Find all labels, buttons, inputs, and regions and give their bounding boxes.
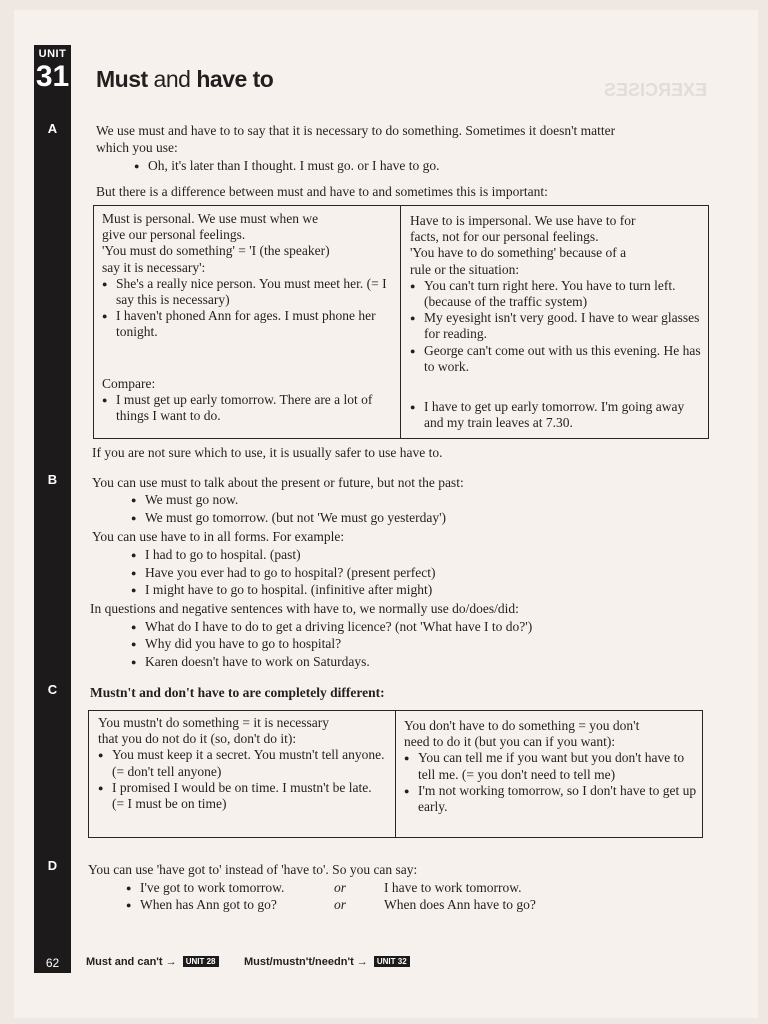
- section-letter-b: B: [47, 472, 58, 487]
- a-left-line: 'You must do something' = 'I (the speaker): [102, 243, 330, 259]
- a-right-line: Have to is impersonal. We use have to for: [410, 213, 636, 228]
- unit-tag: UNIT 28: [183, 956, 219, 967]
- c-box-left: [98, 715, 386, 812]
- a-compare-left: [102, 376, 392, 425]
- footer-link-label: Must and can't: [86, 956, 163, 968]
- title-and: and: [147, 66, 197, 92]
- c-right-line: need to do it (but you can if you want):: [404, 734, 616, 750]
- d-example-a: ● I've got to work tomorrow.: [140, 879, 284, 896]
- section-letter-d: D: [47, 858, 58, 873]
- footer-link-label: Must/mustn't/needn't: [244, 956, 354, 968]
- a-note: If you are not sure which to use, it is usually safer to use have to.: [92, 445, 443, 460]
- a-compare-left-bullet: ● I must get up early tomorrow. There are a lot of things I want to do.: [102, 392, 392, 424]
- page-title: [96, 66, 273, 93]
- d-example-a: ● When has Ann got to go?: [140, 896, 277, 913]
- a-left-bullet: ● I haven't phoned Ann for ages. I must phone her tonight.: [102, 308, 398, 340]
- b-example: ● Karen doesn't have to work on Saturdays.: [145, 653, 370, 670]
- c-left-line: You mustn't do something = it is necessary: [98, 715, 330, 730]
- c-right-bullet: ● I'm not working tomorrow, so I don't have to get up early.: [404, 783, 698, 815]
- a-box-left: [102, 211, 398, 341]
- c-box-right: [404, 718, 698, 815]
- d-or: or: [334, 897, 347, 912]
- a-right-bullet: ● My eyesight isn't very good. I have to wear glasses for reading.: [410, 310, 702, 342]
- c-right-bullet: ● You can tell me if you want but you don't have to tell me. (= you don't need to tell me): [404, 750, 698, 782]
- b-example: ● I had to go to hospital. (past): [145, 546, 301, 563]
- a-right-line: 'You have to do something' because of a: [410, 245, 627, 261]
- title-have-to: have to: [196, 66, 274, 92]
- b-example: ● What do I have to do to get a driving licence? (not 'What have I to do?'): [145, 618, 532, 635]
- arrow-icon: →: [356, 956, 368, 968]
- d-example-b: I have to work tomorrow.: [384, 880, 522, 895]
- arrow-icon: →: [165, 956, 177, 968]
- a-left-bullet: ● She's a really nice person. You must meet her. (= I say this is necessary): [102, 276, 398, 308]
- a-left-line: say it is necessary':: [102, 259, 206, 275]
- b-line3: In questions and negative sentences with have to, we normally use do/does/did:: [90, 601, 519, 616]
- b-example: ● We must go now.: [145, 491, 238, 508]
- b-example: ● Have you ever had to go to hospital? (present perfect): [145, 564, 436, 581]
- section-letter-a: A: [47, 121, 58, 136]
- a-difference: But there is a difference between must and have to and sometimes this is important:: [96, 184, 548, 199]
- footer-link-mustnt-neednt[interactable]: [244, 956, 410, 968]
- footer-link-must-cant[interactable]: [86, 956, 219, 968]
- bleed-through-heading: EXERCISES: [604, 80, 708, 100]
- compare-label: Compare:: [102, 376, 156, 391]
- section-letter-c: C: [47, 682, 58, 697]
- title-must: Must: [96, 66, 148, 92]
- a-intro-line2: which you use:: [96, 140, 178, 155]
- page-number: 62: [45, 956, 60, 970]
- a-right-bullet: ● George can't come out with us this evening. He has to work.: [410, 343, 702, 375]
- a-left-line: Must is personal. We use must when we: [102, 211, 319, 226]
- c-left-bullet: ● I promised I would be on time. I mustn't be late. (= I must be on time): [98, 780, 386, 812]
- unit-sidebar: [34, 45, 71, 973]
- b-example: ● We must go tomorrow. (but not 'We must go yesterday'): [145, 509, 446, 526]
- b-line1: You can use must to talk about the present or future, but not the past:: [92, 475, 464, 490]
- unit-tag: UNIT 32: [374, 956, 410, 967]
- d-example-b: When does Ann have to go?: [384, 897, 536, 912]
- b-example: ● Why did you have to go to hospital?: [145, 635, 341, 652]
- c-left-line: that you do not do it (so, don't do it):: [98, 731, 297, 747]
- d-or: or: [334, 880, 347, 895]
- b-example: ● I might have to go to hospital. (infinitive after might): [145, 581, 432, 598]
- a-right-bullet: ● You can't turn right here. You have to turn left. (because of the traffic system): [410, 278, 702, 310]
- a-box-right: [410, 213, 702, 375]
- a-box-divider: [400, 206, 401, 438]
- c-box-divider: [395, 711, 396, 837]
- a-left-line: give our personal feelings.: [102, 227, 246, 243]
- a-right-line: facts, not for our personal feelings.: [410, 229, 599, 245]
- a-compare-right: [410, 399, 702, 431]
- a-intro-line1: We use must and have to to say that it is necessary to do something. Sometimes it doesn't matter: [96, 123, 616, 138]
- c-left-bullet: ● You must keep it a secret. You mustn't tell anyone. (= don't tell anyone): [98, 747, 386, 779]
- a-example: ● Oh, it's later than I thought. I must go. or I have to go.: [148, 157, 440, 174]
- b-line2: You can use have to in all forms. For example:: [92, 529, 345, 544]
- unit-label: UNIT: [38, 48, 67, 60]
- c-line1: Mustn't and don't have to are completely different:: [90, 685, 385, 700]
- c-right-line: You don't have to do something = you don't: [404, 718, 640, 733]
- unit-number: 31: [35, 60, 70, 93]
- a-compare-right-bullet: ● I have to get up early tomorrow. I'm going away and my train leaves at 7.30.: [410, 399, 702, 431]
- a-right-line: rule or the situation:: [410, 261, 520, 277]
- d-line1: You can use 'have got to' instead of 'have to'. So you can say:: [88, 862, 418, 877]
